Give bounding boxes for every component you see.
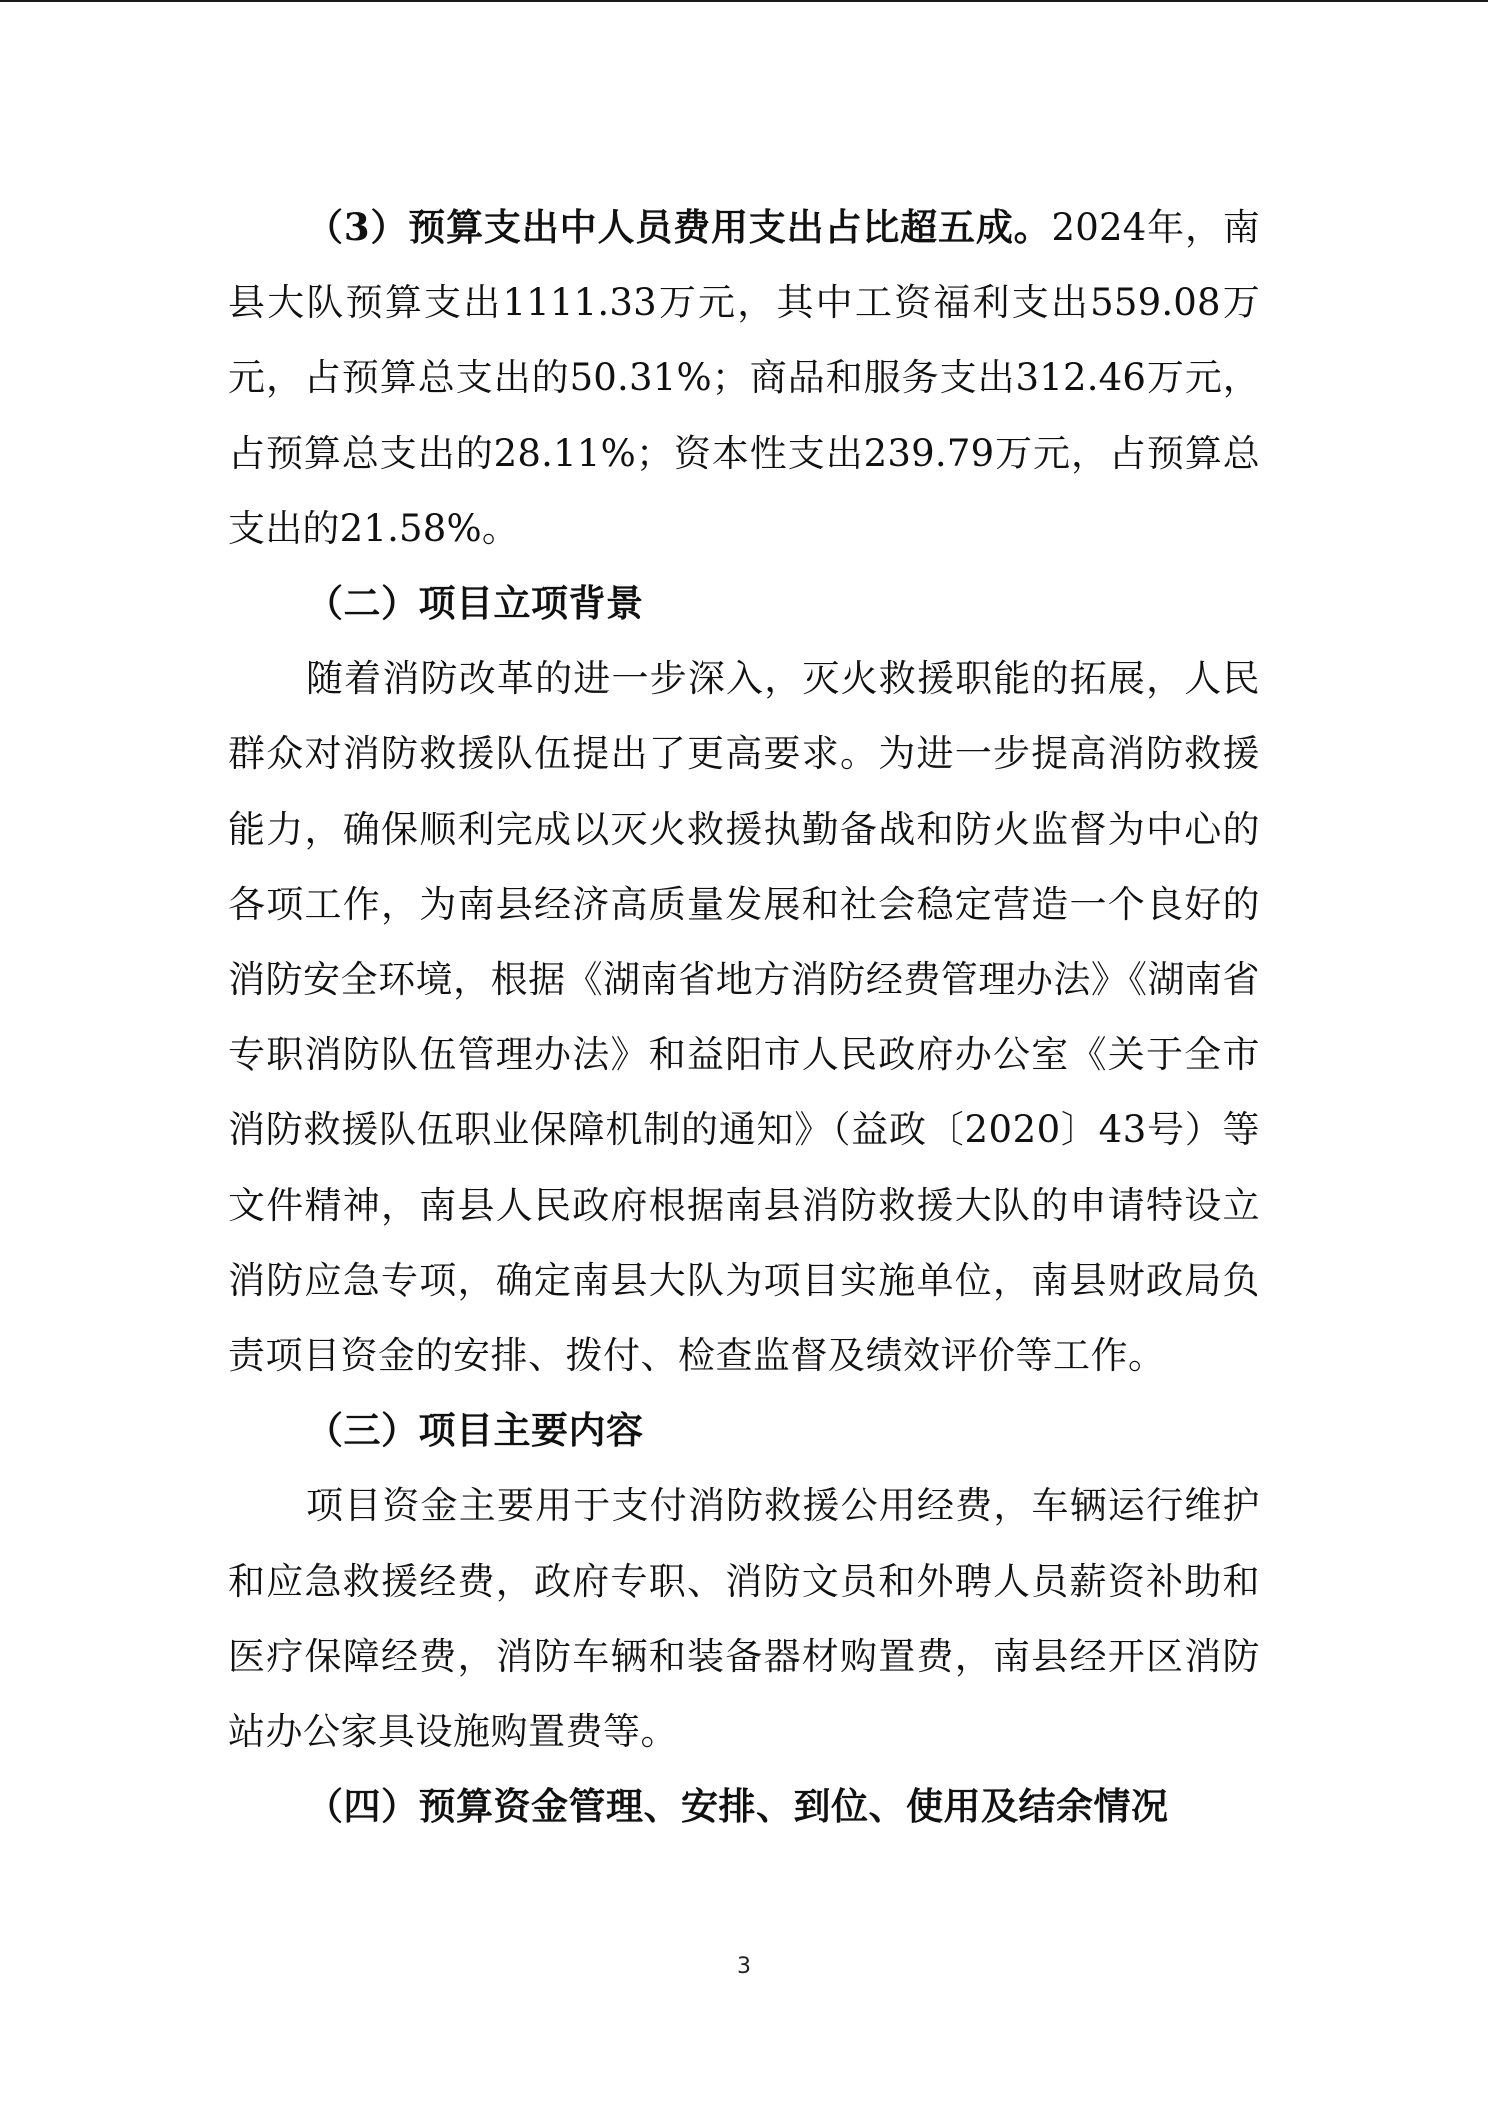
paragraph-project-content	[228, 1468, 1260, 1769]
heading-project-content: （三）项目主要内容	[306, 1408, 644, 1453]
paragraph-text: 2024年，南县大队预算支出1111.33万元，其中工资福利支出559.08万元，占预算总支出的50.31%；商品和服务支出312.46万元，占预算总支出的28.11%；资本性支出239.79万元，占预算总支出的21.58%。	[228, 206, 1260, 550]
page-number: 3	[737, 1954, 751, 1979]
paragraph-project-background	[228, 641, 1260, 1393]
paragraph-text: 随着消防改革的进一步深入，灭火救援职能的拓展，人民群众对消防救援队伍提出了更高要求。为进一步提高消防救援能力，确保顺利完成以灭火救援执勤备战和防火监督为中心的各项工作，为南县经济高质量发展和社会稳定营造一个良好的消防安全环境，根据《湖南省地方消防经费管理办法》《湖南省专职消防队伍管理办法》和益阳市人民政府办公室《关于全市消防救援队伍职业保障机制的通知》（益政〔2020〕43号）等文件精神，南县人民政府根据南县消防救援大队的申请特设立消防应急专项，确定南县大队为项目实施单位，南县财政局负责项目资金的安排、拨付、检查监督及绩效评价等工作。	[228, 657, 1260, 1378]
heading-project-background: （二）项目立项背景	[306, 581, 644, 626]
top-border-line	[0, 0, 1488, 2]
heading-budget-management: （四）预算资金管理、安排、到位、使用及结余情况	[306, 1784, 1169, 1829]
paragraph-lead-bold: （3）预算支出中人员费用支出占比超五成。	[306, 205, 1052, 249]
paragraph-personnel-cost-ratio	[228, 190, 1260, 566]
paragraph-text: 项目资金主要用于支付消防救援公用经费，车辆运行维护和应急救援经费，政府专职、消防文员和外聘人员薪资补助和医疗保障经费，消防车辆和装备器材购置费，南县经开区消防站办公家具设施购置费等。	[228, 1484, 1260, 1754]
document-body	[228, 190, 1260, 1844]
